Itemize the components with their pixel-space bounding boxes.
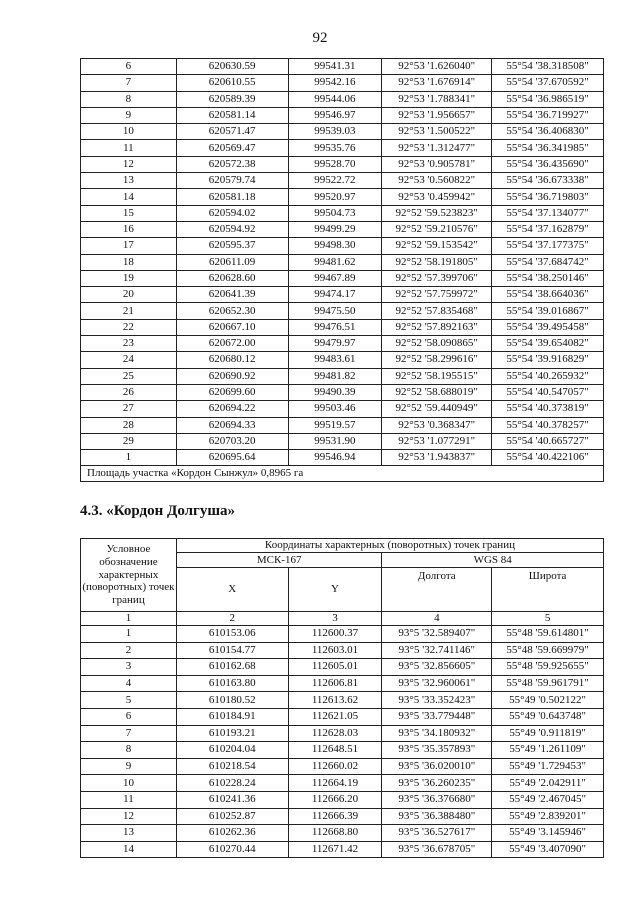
table-row <box>81 825 604 842</box>
longitude-cell: 92°53 '1.943837" <box>382 450 492 466</box>
latitude-cell: 55°49 '0.643748" <box>492 708 604 725</box>
latitude-cell: 55°54 '36.719927" <box>492 107 604 123</box>
header-row <box>81 539 604 553</box>
y-coordinate-cell: 99544.06 <box>288 91 382 107</box>
table-row <box>81 205 604 221</box>
y-coordinate-cell: 112613.62 <box>288 692 382 709</box>
longitude-cell: 93°5 '32.741146" <box>382 642 492 659</box>
point-id-cell: 8 <box>81 742 177 759</box>
x-coordinate-cell: 610180.52 <box>176 692 288 709</box>
column-number: 5 <box>492 612 604 626</box>
point-id-cell: 10 <box>81 124 177 140</box>
y-coordinate-cell: 99522.72 <box>288 173 382 189</box>
longitude-cell: 93°5 '35.357893" <box>382 742 492 759</box>
table-row <box>81 708 604 725</box>
x-coordinate-cell: 620581.14 <box>176 107 288 123</box>
table-row <box>81 368 604 384</box>
table-row <box>81 808 604 825</box>
latitude-cell: 55°54 '36.406830" <box>492 124 604 140</box>
longitude-cell: 93°5 '36.527617" <box>382 825 492 842</box>
y-coordinate-cell: 99483.61 <box>288 352 382 368</box>
latitude-cell: 55°54 '36.986519" <box>492 91 604 107</box>
y-coordinate-cell: 99498.30 <box>288 238 382 254</box>
longitude-cell: 93°5 '36.678705" <box>382 841 492 858</box>
longitude-cell: 93°5 '36.376680" <box>382 791 492 808</box>
x-coordinate-cell: 610163.80 <box>176 675 288 692</box>
longitude-cell: 92°52 '57.892163" <box>382 319 492 335</box>
point-id-cell: 10 <box>81 775 177 792</box>
table-row <box>81 401 604 417</box>
point-id-cell: 6 <box>81 708 177 725</box>
x-coordinate-cell: 620579.74 <box>176 173 288 189</box>
x-coordinate-cell: 620589.39 <box>176 91 288 107</box>
area-row <box>81 466 604 482</box>
latitude-cell: 55°49 '1.261109" <box>492 742 604 759</box>
x-coordinate-cell: 620594.02 <box>176 205 288 221</box>
longitude-cell: 92°52 '59.210576" <box>382 221 492 237</box>
latitude-cell: 55°54 '39.016867" <box>492 303 604 319</box>
x-coordinate-cell: 610252.87 <box>176 808 288 825</box>
y-coordinate-cell: 99542.16 <box>288 75 382 91</box>
y-coordinate-cell: 112605.01 <box>288 659 382 676</box>
longitude-cell: 92°52 '57.399706" <box>382 270 492 286</box>
y-coordinate-cell: 99503.46 <box>288 401 382 417</box>
y-coordinate-cell: 112628.03 <box>288 725 382 742</box>
y-coordinate-cell: 112668.80 <box>288 825 382 842</box>
point-id-cell: 15 <box>81 205 177 221</box>
table-row <box>81 75 604 91</box>
point-id-cell: 7 <box>81 725 177 742</box>
longitude-cell: 92°53 '0.368347" <box>382 417 492 433</box>
column-number: 4 <box>382 612 492 626</box>
y-coordinate-cell: 99546.94 <box>288 450 382 466</box>
table-row <box>81 107 604 123</box>
header-longitude: Долгота <box>382 568 492 612</box>
table-row <box>81 791 604 808</box>
x-coordinate-cell: 620695.64 <box>176 450 288 466</box>
x-coordinate-cell: 620572.38 <box>176 156 288 172</box>
coordinates-table-body <box>81 59 604 466</box>
x-coordinate-cell: 620694.33 <box>176 417 288 433</box>
y-coordinate-cell: 99490.39 <box>288 384 382 400</box>
point-id-cell: 23 <box>81 336 177 352</box>
point-id-cell: 1 <box>81 626 177 643</box>
y-coordinate-cell: 99499.29 <box>288 221 382 237</box>
table-row <box>81 692 604 709</box>
y-coordinate-cell: 112600.37 <box>288 626 382 643</box>
y-coordinate-cell: 112671.42 <box>288 841 382 858</box>
table-row <box>81 238 604 254</box>
y-coordinate-cell: 99535.76 <box>288 140 382 156</box>
table-row <box>81 156 604 172</box>
longitude-cell: 92°53 '1.626040" <box>382 59 492 75</box>
y-coordinate-cell: 99519.57 <box>288 417 382 433</box>
latitude-cell: 55°54 '40.547057" <box>492 384 604 400</box>
section-title: 4.3. «Кордон Долгуша» <box>80 503 236 519</box>
x-coordinate-cell: 610153.06 <box>176 626 288 643</box>
point-id-cell: 24 <box>81 352 177 368</box>
point-id-cell: 8 <box>81 91 177 107</box>
longitude-cell: 92°53 '0.560822" <box>382 173 492 189</box>
y-coordinate-cell: 99481.82 <box>288 368 382 384</box>
table-row <box>81 841 604 858</box>
point-id-cell: 16 <box>81 221 177 237</box>
x-coordinate-cell: 610204.04 <box>176 742 288 759</box>
point-id-cell: 29 <box>81 433 177 449</box>
longitude-cell: 92°52 '58.090865" <box>382 336 492 352</box>
latitude-cell: 55°54 '40.373819" <box>492 401 604 417</box>
latitude-cell: 55°49 '1.729453" <box>492 758 604 775</box>
point-id-cell: 26 <box>81 384 177 400</box>
table-row <box>81 270 604 286</box>
latitude-cell: 55°49 '3.407090" <box>492 841 604 858</box>
x-coordinate-cell: 620628.60 <box>176 270 288 286</box>
point-id-cell: 17 <box>81 238 177 254</box>
y-coordinate-cell: 99474.17 <box>288 287 382 303</box>
latitude-cell: 55°54 '37.670592" <box>492 75 604 91</box>
latitude-cell: 55°48 '59.614801" <box>492 626 604 643</box>
latitude-cell: 55°54 '36.673338" <box>492 173 604 189</box>
longitude-cell: 92°52 '58.688019" <box>382 384 492 400</box>
longitude-cell: 93°5 '34.180932" <box>382 725 492 742</box>
x-coordinate-cell: 620667.10 <box>176 319 288 335</box>
latitude-cell: 55°54 '40.665727" <box>492 433 604 449</box>
latitude-cell: 55°48 '59.925655" <box>492 659 604 676</box>
table-row <box>81 433 604 449</box>
x-coordinate-cell: 620611.09 <box>176 254 288 270</box>
x-coordinate-cell: 620652.30 <box>176 303 288 319</box>
point-id-cell: 4 <box>81 675 177 692</box>
table-row <box>81 287 604 303</box>
longitude-cell: 92°53 '1.956657" <box>382 107 492 123</box>
table-row <box>81 124 604 140</box>
x-coordinate-cell: 620581.18 <box>176 189 288 205</box>
table-row <box>81 450 604 466</box>
latitude-cell: 55°49 '0.911819" <box>492 725 604 742</box>
point-id-cell: 13 <box>81 825 177 842</box>
point-id-cell: 14 <box>81 189 177 205</box>
longitude-cell: 93°5 '33.352423" <box>382 692 492 709</box>
point-id-cell: 25 <box>81 368 177 384</box>
table-row <box>81 303 604 319</box>
x-coordinate-cell: 610162.68 <box>176 659 288 676</box>
x-coordinate-cell: 610184.91 <box>176 708 288 725</box>
latitude-cell: 55°54 '36.341985" <box>492 140 604 156</box>
longitude-cell: 93°5 '36.260235" <box>382 775 492 792</box>
column-number: 2 <box>176 612 288 626</box>
latitude-cell: 55°49 '2.042911" <box>492 775 604 792</box>
latitude-cell: 55°54 '40.422106" <box>492 450 604 466</box>
longitude-cell: 93°5 '32.856605" <box>382 659 492 676</box>
y-coordinate-cell: 99481.62 <box>288 254 382 270</box>
y-coordinate-cell: 99520.97 <box>288 189 382 205</box>
table-row <box>81 59 604 75</box>
latitude-cell: 55°54 '37.134077" <box>492 205 604 221</box>
longitude-cell: 92°52 '59.440949" <box>382 401 492 417</box>
y-coordinate-cell: 99531.90 <box>288 433 382 449</box>
y-coordinate-cell: 99541.31 <box>288 59 382 75</box>
latitude-cell: 55°49 '2.467045" <box>492 791 604 808</box>
x-coordinate-cell: 610241.36 <box>176 791 288 808</box>
table-row <box>81 626 604 643</box>
table-row <box>81 659 604 676</box>
y-coordinate-cell: 99475.50 <box>288 303 382 319</box>
latitude-cell: 55°48 '59.669979" <box>492 642 604 659</box>
latitude-cell: 55°54 '40.265932" <box>492 368 604 384</box>
longitude-cell: 92°53 '1.788341" <box>382 91 492 107</box>
point-id-cell: 3 <box>81 659 177 676</box>
y-coordinate-cell: 99504.73 <box>288 205 382 221</box>
latitude-cell: 55°54 '37.684742" <box>492 254 604 270</box>
table-row <box>81 417 604 433</box>
header-latitude: Широта <box>492 568 604 612</box>
longitude-cell: 92°52 '58.191805" <box>382 254 492 270</box>
point-id-cell: 28 <box>81 417 177 433</box>
point-id-cell: 22 <box>81 319 177 335</box>
x-coordinate-cell: 620690.92 <box>176 368 288 384</box>
latitude-cell: 55°54 '38.250146" <box>492 270 604 286</box>
latitude-cell: 55°54 '37.162879" <box>492 221 604 237</box>
coordinates-table-dolgusha <box>80 538 604 858</box>
header-wgs: WGS 84 <box>382 553 604 568</box>
y-coordinate-cell: 112621.05 <box>288 708 382 725</box>
point-id-cell: 12 <box>81 808 177 825</box>
longitude-cell: 92°53 '1.077291" <box>382 433 492 449</box>
x-coordinate-cell: 620694.22 <box>176 401 288 417</box>
x-coordinate-cell: 610154.77 <box>176 642 288 659</box>
y-coordinate-cell: 99546.97 <box>288 107 382 123</box>
y-coordinate-cell: 112666.39 <box>288 808 382 825</box>
latitude-cell: 55°54 '40.378257" <box>492 417 604 433</box>
x-coordinate-cell: 610262.36 <box>176 825 288 842</box>
point-id-cell: 21 <box>81 303 177 319</box>
latitude-cell: 55°54 '37.177375" <box>492 238 604 254</box>
header-msk: МСК-167 <box>176 553 382 568</box>
x-coordinate-cell: 620703.20 <box>176 433 288 449</box>
table-row <box>81 254 604 270</box>
y-coordinate-cell: 99528.70 <box>288 156 382 172</box>
x-coordinate-cell: 620595.37 <box>176 238 288 254</box>
longitude-cell: 92°52 '57.759972" <box>382 287 492 303</box>
x-coordinate-cell: 620571.47 <box>176 124 288 140</box>
table-row <box>81 758 604 775</box>
longitude-cell: 92°52 '57.835468" <box>382 303 492 319</box>
point-id-cell: 6 <box>81 59 177 75</box>
latitude-cell: 55°54 '38.664036" <box>492 287 604 303</box>
longitude-cell: 92°53 '1.676914" <box>382 75 492 91</box>
header-coordinates: Координаты характерных (поворотных) точек границ <box>176 539 603 553</box>
y-coordinate-cell: 112603.01 <box>288 642 382 659</box>
x-coordinate-cell: 620630.59 <box>176 59 288 75</box>
x-coordinate-cell: 610193.21 <box>176 725 288 742</box>
table-row <box>81 189 604 205</box>
latitude-cell: 55°49 '2.839201" <box>492 808 604 825</box>
column-number: 3 <box>288 612 382 626</box>
y-coordinate-cell: 112664.19 <box>288 775 382 792</box>
x-coordinate-cell: 610270.44 <box>176 841 288 858</box>
longitude-cell: 92°52 '59.523823" <box>382 205 492 221</box>
latitude-cell: 55°54 '39.916829" <box>492 352 604 368</box>
column-number: 1 <box>81 612 177 626</box>
longitude-cell: 92°53 '1.500522" <box>382 124 492 140</box>
y-coordinate-cell: 112648.51 <box>288 742 382 759</box>
x-coordinate-cell: 610218.54 <box>176 758 288 775</box>
longitude-cell: 92°53 '1.312477" <box>382 140 492 156</box>
latitude-cell: 55°54 '39.654082" <box>492 336 604 352</box>
point-id-cell: 12 <box>81 156 177 172</box>
x-coordinate-cell: 620680.12 <box>176 352 288 368</box>
longitude-cell: 92°53 '0.905781" <box>382 156 492 172</box>
latitude-cell: 55°54 '36.435690" <box>492 156 604 172</box>
longitude-cell: 93°5 '33.779448" <box>382 708 492 725</box>
y-coordinate-cell: 99479.97 <box>288 336 382 352</box>
point-id-cell: 7 <box>81 75 177 91</box>
y-coordinate-cell: 112666.20 <box>288 791 382 808</box>
point-id-cell: 19 <box>81 270 177 286</box>
longitude-cell: 92°52 '58.299616" <box>382 352 492 368</box>
latitude-cell: 55°48 '59.961791" <box>492 675 604 692</box>
point-id-cell: 9 <box>81 107 177 123</box>
longitude-cell: 93°5 '36.020010" <box>382 758 492 775</box>
x-coordinate-cell: 620641.39 <box>176 287 288 303</box>
latitude-cell: 55°49 '0.502122" <box>492 692 604 709</box>
latitude-cell: 55°49 '3.145946" <box>492 825 604 842</box>
table-row <box>81 91 604 107</box>
latitude-cell: 55°54 '36.719803" <box>492 189 604 205</box>
header-condition: Условное обозначение характерных (поворотных) точек границ <box>81 539 177 612</box>
table-row <box>81 384 604 400</box>
x-coordinate-cell: 620594.92 <box>176 221 288 237</box>
column-number-row <box>81 612 604 626</box>
x-coordinate-cell: 620672.00 <box>176 336 288 352</box>
table-row <box>81 725 604 742</box>
table-row <box>81 336 604 352</box>
longitude-cell: 92°52 '59.153542" <box>382 238 492 254</box>
table-row <box>81 742 604 759</box>
y-coordinate-cell: 99539.03 <box>288 124 382 140</box>
table-row <box>81 775 604 792</box>
table-row <box>81 140 604 156</box>
latitude-cell: 55°54 '39.495458" <box>492 319 604 335</box>
header-x: X <box>176 568 288 612</box>
longitude-cell: 93°5 '32.589407" <box>382 626 492 643</box>
coordinates-table-syn <box>80 58 604 482</box>
x-coordinate-cell: 620569.47 <box>176 140 288 156</box>
y-coordinate-cell: 112606.81 <box>288 675 382 692</box>
point-id-cell: 2 <box>81 642 177 659</box>
table-row <box>81 319 604 335</box>
point-id-cell: 27 <box>81 401 177 417</box>
x-coordinate-cell: 620610.55 <box>176 75 288 91</box>
point-id-cell: 13 <box>81 173 177 189</box>
table-row <box>81 221 604 237</box>
latitude-cell: 55°54 '38.318508" <box>492 59 604 75</box>
longitude-cell: 93°5 '32.960061" <box>382 675 492 692</box>
longitude-cell: 93°5 '36.388480" <box>382 808 492 825</box>
area-note: Площадь участка «Кордон Сынжул» 0,8965 га <box>81 466 604 482</box>
header-y: Y <box>288 568 382 612</box>
point-id-cell: 11 <box>81 140 177 156</box>
table-row <box>81 352 604 368</box>
point-id-cell: 14 <box>81 841 177 858</box>
coordinates-table-body <box>81 626 604 858</box>
page-number: 92 <box>312 30 328 46</box>
longitude-cell: 92°53 '0.459942" <box>382 189 492 205</box>
point-id-cell: 20 <box>81 287 177 303</box>
point-id-cell: 11 <box>81 791 177 808</box>
point-id-cell: 18 <box>81 254 177 270</box>
longitude-cell: 92°52 '58.195515" <box>382 368 492 384</box>
y-coordinate-cell: 99476.51 <box>288 319 382 335</box>
x-coordinate-cell: 610228.24 <box>176 775 288 792</box>
point-id-cell: 1 <box>81 450 177 466</box>
table-row <box>81 173 604 189</box>
y-coordinate-cell: 99467.89 <box>288 270 382 286</box>
point-id-cell: 5 <box>81 692 177 709</box>
y-coordinate-cell: 112660.02 <box>288 758 382 775</box>
x-coordinate-cell: 620699.60 <box>176 384 288 400</box>
table-row <box>81 642 604 659</box>
table-row <box>81 675 604 692</box>
point-id-cell: 9 <box>81 758 177 775</box>
